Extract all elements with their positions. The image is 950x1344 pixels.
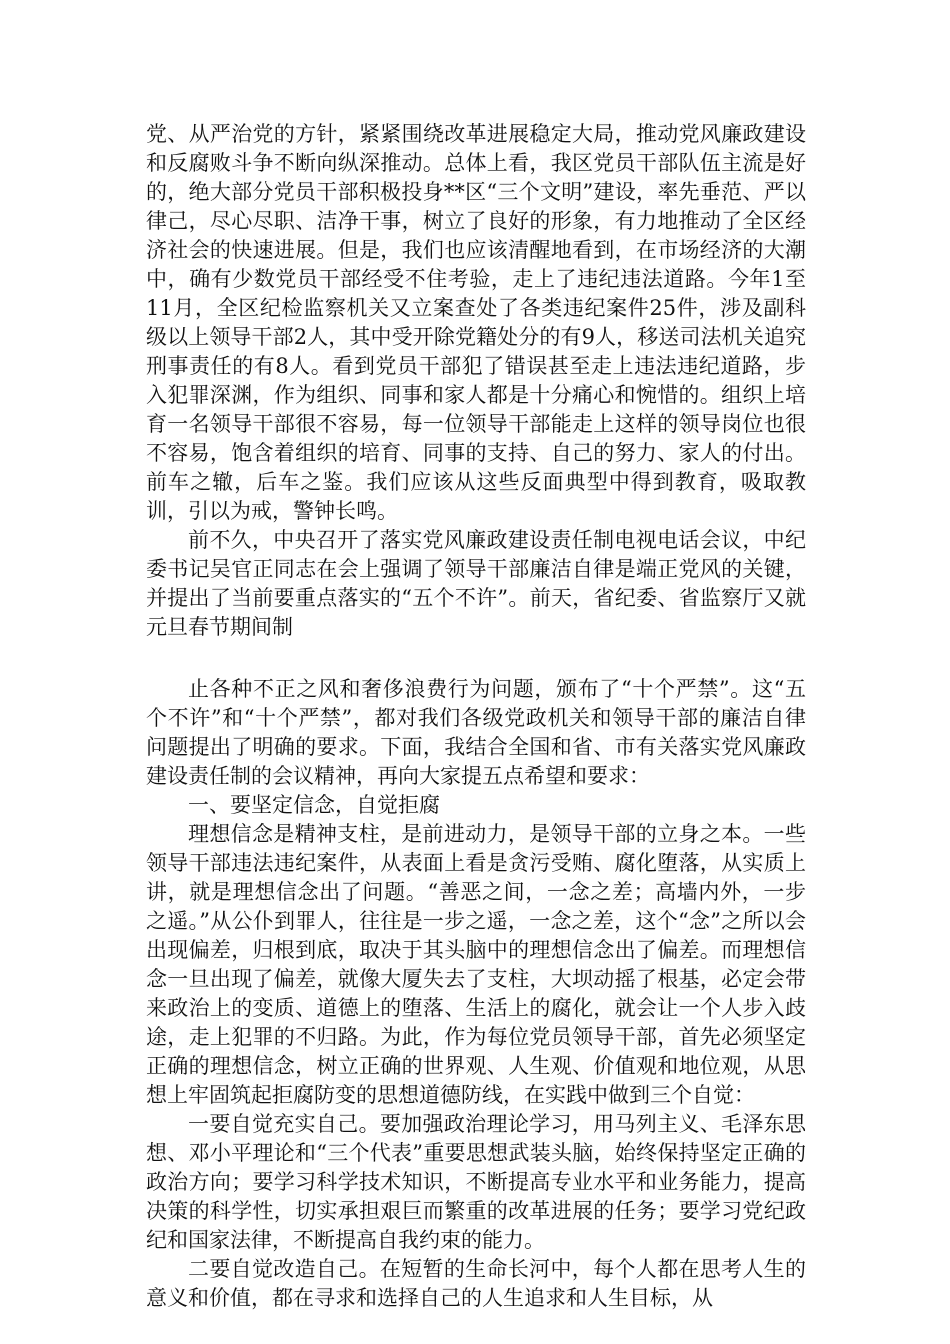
document-page	[146, 120, 806, 1313]
paragraph-2: 前不久，中央召开了落实党风廉政建设责任制电视电话会议，中纪委书记吴官正同志在会上强调了领导干部廉洁自律是端正党风的关键，并提出了当前要重点落实的“五个不许”。前天，省纪委、省监察厅又就元旦春节期间制	[146, 528, 806, 639]
page-break-gap	[146, 642, 806, 675]
paragraph-5: 一要自觉充实自己。要加强政治理论学习，用马列主义、毛泽东思想、邓小平理论和“三个代表”重要思想武装头脑，始终保持坚定正确的政治方向；要学习科学技术知识，不断提高专业水平和业务能力，提高决策的科学性，切实承担艰巨而繁重的改革进展的任务；要学习党纪政纪和国家法律，不断提高自我约束的能力。	[146, 1112, 806, 1252]
section-heading-1: 一、要坚定信念，自觉拒腐	[188, 793, 440, 817]
paragraph-4: 理想信念是精神支柱，是前进动力，是领导干部的立身之本。一些领导干部违法违纪案件，从表面上看是贪污受贿、腐化堕落，从实质上讲，就是理想信念出了问题。“善恶之间，一念之差；高墙内外，一步之遥。”从公仆到罪人，往往是一步之遥，一念之差，这个“念”之所以会出现偏差，归根到底，取决于其头脑中的理想信念出了偏差。而理想信念一旦出现了偏差，就像大厦失去了支柱，大坝动摇了根基，必定会带来政治上的变质、道德上的堕落、生活上的腐化，就会让一个人步入歧途，走上犯罪的不归路。为此，作为每位党员领导干部，首先必须坚定正确的理想信念，树立正确的世界观、人生观、价值观和地位观，从思想上牢固筑起拒腐防变的思想道德防线，在实践中做到三个自觉：	[146, 822, 806, 1107]
paragraph-3: 止各种不正之风和奢侈浪费行为问题，颁布了“十个严禁”。这“五个不许”和“十个严禁”，都对我们各级党政机关和领导干部的廉洁自律问题提出了明确的要求。下面，我结合全国和省、市有关落实党风廉政建设责任制的会议精神，再向大家提五点希望和要求：	[146, 677, 806, 788]
paragraph-6: 二要自觉改造自己。在短暂的生命长河中，每个人都在思考人生的意义和价值，都在寻求和选择自己的人生追求和人生目标，从	[146, 1257, 806, 1310]
paragraph-1: 党、从严治党的方针，紧紧围绕改革进展稳定大局，推动党风廉政建设和反腐败斗争不断向纵深推动。总体上看，我区党员干部队伍主流是好的，绝大部分党员干部积极投身**区“三个文明”建设，率先垂范、严以律己，尽心尽职、洁净干事，树立了良好的形象，有力地推动了全区经济社会的快速进展。但是，我们也应该清醒地看到，在市场经济的大潮中，确有少数党员干部经受不住考验，走上了违纪违法道路。今年1至11月，全区纪检监察机关又立案查处了各类违纪案件25件，涉及副科级以上领导干部2人，其中受开除党籍处分的有9人，移送司法机关追究刑事责任的有8人。看到党员干部犯了错误甚至走上违法违纪道路，步入犯罪深渊，作为组织、同事和家人都是十分痛心和惋惜的。组织上培育一名领导干部很不容易，每一位领导干部能走上这样的领导岗位也很不容易，饱含着组织的培育、同事的支持、自己的努力、家人的付出。前车之辙，后车之鉴。我们应该从这些反面典型中得到教育，吸取教训，引以为戒，警钟长鸣。	[146, 122, 806, 523]
